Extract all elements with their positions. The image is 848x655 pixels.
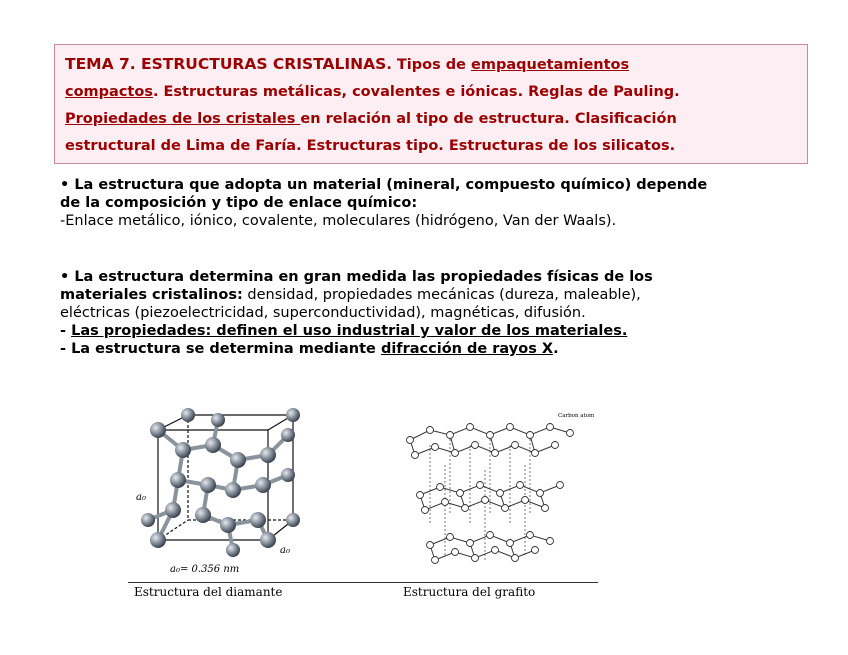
diamond-caption: Estructura del diamante (134, 585, 283, 599)
graphite-carbon-atom-label: Carbon atom (558, 413, 595, 419)
title-text-2: . Estructuras metálicas, covalentes e iónicas. Reglas de Pauling. (152, 84, 680, 100)
p1-text: -Enlace metálico, iónico, covalente, moleculares (hidrógeno, Van der Waals). (60, 213, 617, 229)
title-text-4: estructural de Lima de Faría. Estructuras tipo. Estructuras de los silicatos. (65, 138, 676, 154)
paragraph-structure-properties (60, 268, 820, 358)
p2-text-2: densidad, propiedades mecánicas (dureza, maleable), (242, 287, 641, 303)
paragraph-structure-bonding (60, 176, 820, 230)
p2-bold-line-2: materiales cristalinos: (60, 287, 243, 303)
graphite-structure-figure (390, 405, 595, 577)
p1-bold-line-2: de la composición y tipo de enlace químico: (60, 195, 418, 211)
topic-title: TEMA 7. ESTRUCTURAS CRISTALINAS (65, 55, 387, 73)
title-underlined-1: empaquetamientos (471, 57, 630, 73)
graphite-caption: Estructura del grafito (403, 585, 536, 599)
figure-baseline-rule (128, 582, 598, 583)
p2-xray-line: - La estructura se determina mediante (60, 341, 381, 357)
p2-dash: - (60, 323, 72, 339)
title-underlined-2: compactos (65, 84, 153, 100)
p2-xray-underlined: difracción de rayos X (380, 341, 554, 357)
p2-xray-end: . (553, 341, 559, 357)
diamond-a0-left-label: a₀ (136, 492, 146, 503)
diamond-a0-right-label: a₀ (280, 545, 290, 556)
title-text-1: . Tipos de (386, 57, 472, 73)
p1-bold-line-1: • La estructura que adopta un material (mineral, compuesto químico) depende (60, 177, 708, 193)
p2-uses-line: Las propiedades: definen el uso industrial y valor de los materiales. (71, 323, 628, 339)
title-text-3: en relación al tipo de estructura. Clasificación (300, 111, 677, 127)
title-underlined-3: Propiedades de los cristales (65, 111, 301, 127)
p2-bold-line-1: • La estructura determina en gran medida las propiedades físicas de los (60, 269, 653, 285)
topic-title-box (54, 44, 808, 164)
diamond-a0-value: a₀= 0.356 nm (170, 564, 240, 575)
diamond-structure-figure (128, 405, 308, 577)
p2-text-3: eléctricas (piezoelectricidad, superconductividad), magnéticas, difusión. (60, 305, 586, 321)
